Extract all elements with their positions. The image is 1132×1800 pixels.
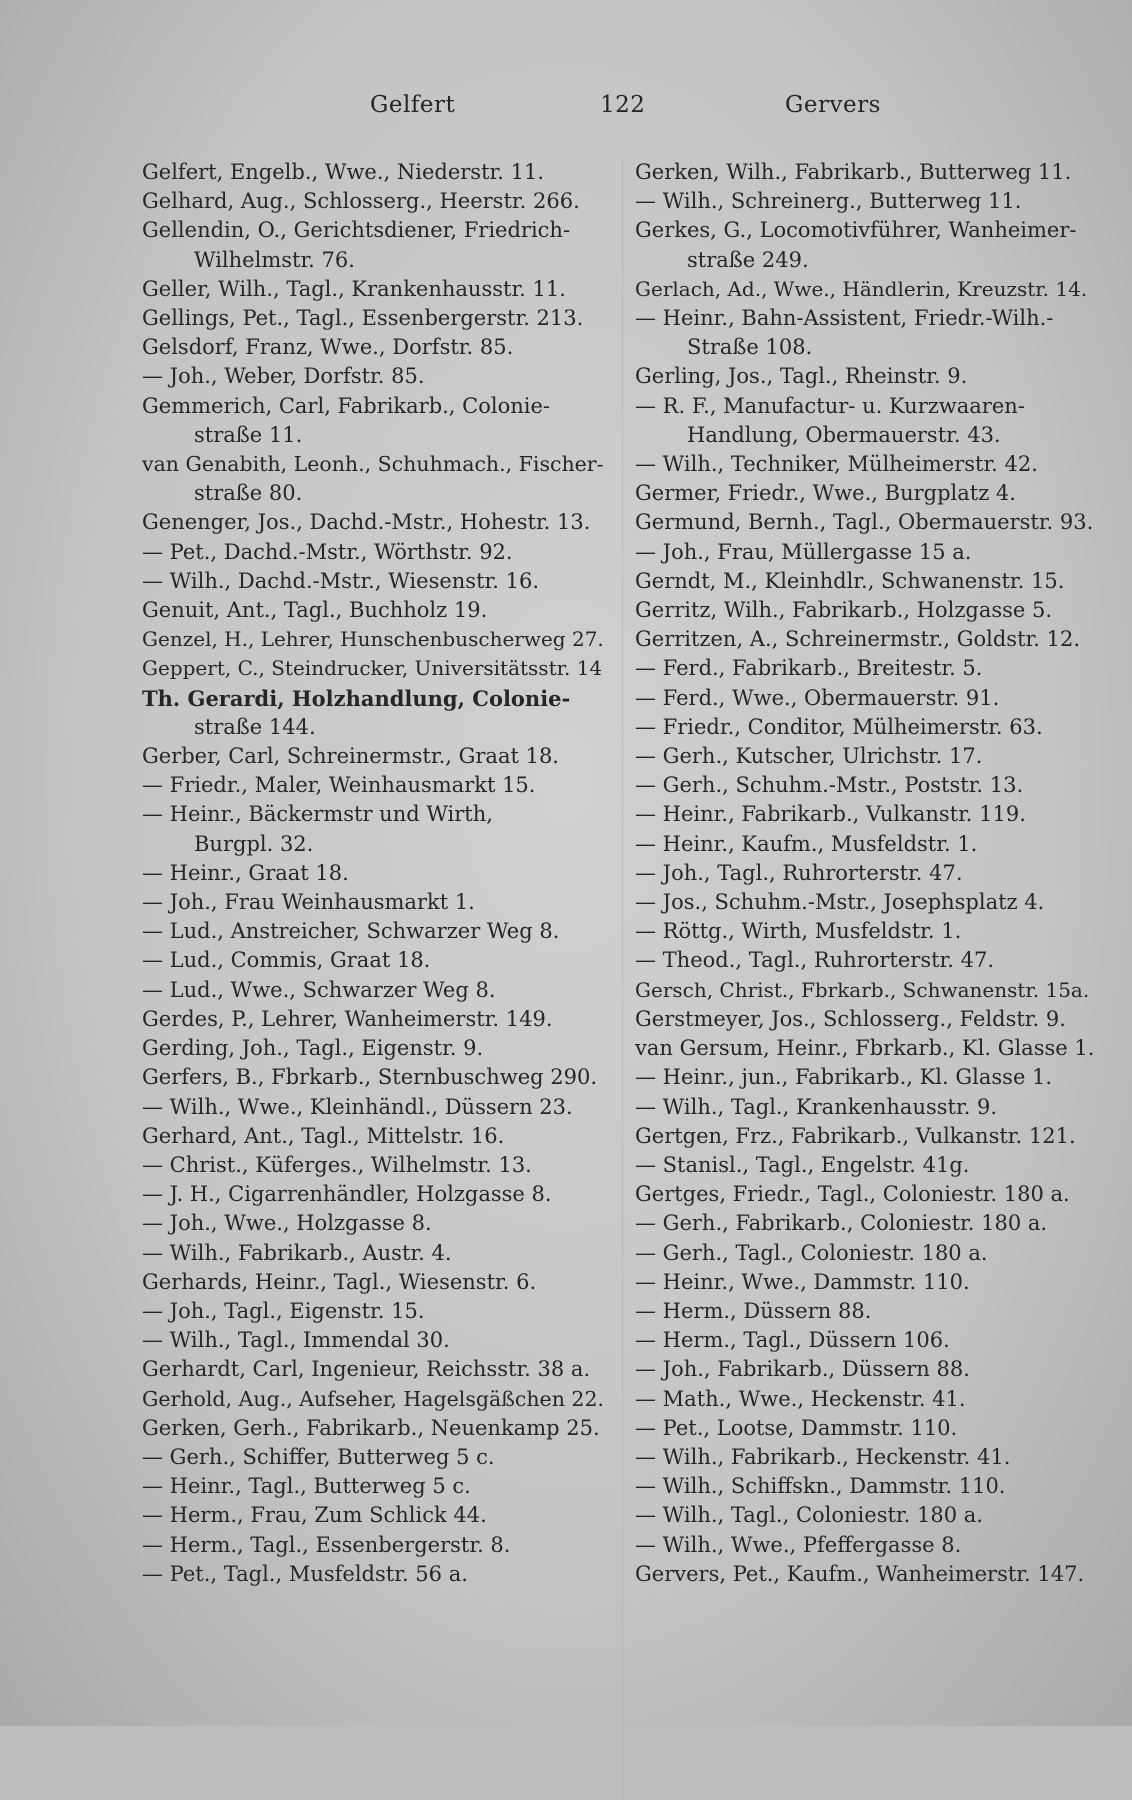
directory-entry-line: — Ferd., Fabrikarb., Breitestr. 5. <box>635 656 983 681</box>
directory-entry-line: Gerhard, Ant., Tagl., Mittelstr. 16. <box>142 1123 505 1148</box>
directory-entry-line: — Herm., Düssern 88. <box>635 1298 872 1323</box>
directory-entry-line: Gellendin, O., Gerichtsdiener, Friedrich- <box>142 218 571 243</box>
directory-entry-line: — Wilh., Techniker, Mülheimerstr. 42. <box>635 452 1038 477</box>
directory-entry-line: Gellings, Pet., Tagl., Essenbergerstr. 213. <box>142 306 584 331</box>
directory-entry-line: Genuit, Ant., Tagl., Buchholz 19. <box>142 598 488 623</box>
directory-entry-line: Gerding, Joh., Tagl., Eigenstr. 9. <box>142 1036 484 1061</box>
directory-entry-line: Gerhards, Heinr., Tagl., Wiesenstr. 6. <box>142 1269 537 1294</box>
directory-entry-line: Th. Gerardi, Holzhandlung, Colonie- <box>142 685 571 711</box>
directory-entry-line: Gerkes, G., Locomotivführer, Wanheimer- <box>635 218 1077 243</box>
directory-entry-line: — Wilh., Tagl., Immendal 30. <box>142 1328 450 1353</box>
directory-entry-line: — Heinr., Bahn-Assistent, Friedr.-Wilh.- <box>635 306 1054 331</box>
directory-entry-line: Gerndt, M., Kleinhdlr., Schwanenstr. 15. <box>635 568 1065 593</box>
directory-entry-line: — Jos., Schuhm.-Mstr., Josephsplatz 4. <box>635 890 1045 915</box>
directory-entry-line: — Friedr., Conditor, Mülheimerstr. 63. <box>635 714 1043 739</box>
directory-entry-line: Gerlach, Ad., Wwe., Händlerin, Kreuzstr. 14. <box>635 276 1088 301</box>
directory-entry-line: Burgpl. 32. <box>194 831 314 856</box>
directory-entry-line: Gerhardt, Carl, Ingenieur, Reichsstr. 38 a. <box>142 1357 591 1382</box>
directory-entry-line: Germund, Bernh., Tagl., Obermauerstr. 93. <box>635 510 1094 535</box>
directory-entry-line: Gerken, Wilh., Fabrikarb., Butterweg 11. <box>635 160 1072 184</box>
directory-entry-line: straße 11. <box>194 422 303 447</box>
directory-entry-line: Straße 108. <box>687 335 813 360</box>
directory-entry-line: Gerken, Gerh., Fabrikarb., Neuenkamp 25. <box>142 1415 600 1440</box>
directory-entry-line: — J. H., Cigarrenhändler, Holzgasse 8. <box>142 1182 552 1207</box>
directory-entry-line: Gervers, Pet., Kaufm., Wanheimerstr. 147. <box>635 1561 1085 1586</box>
directory-entry-line: — Wilh., Fabrikarb., Austr. 4. <box>142 1240 452 1265</box>
directory-entry-line: — Gerh., Fabrikarb., Coloniestr. 180 a. <box>635 1211 1048 1236</box>
directory-entry-line: — Wilh., Fabrikarb., Heckenstr. 41. <box>635 1444 1011 1469</box>
page-number: 122 <box>600 92 646 118</box>
directory-entry-line: Gerritzen, A., Schreinermstr., Goldstr. 12. <box>635 627 1080 652</box>
directory-entry-line: — Gerh., Schiffer, Butterweg 5 c. <box>142 1444 495 1469</box>
directory-entry-line: — Wilh., Wwe., Pfeffergasse 8. <box>635 1532 962 1557</box>
directory-entry-line: — Gerh., Kutscher, Ulrichstr. 17. <box>635 744 983 769</box>
directory-entry-line: — Ferd., Wwe., Obermauerstr. 91. <box>635 685 1000 710</box>
directory-entry-line: van Gersum, Heinr., Fbrkarb., Kl. Glasse 1. <box>635 1036 1095 1061</box>
directory-entry-line: — Heinr., Wwe., Dammstr. 110. <box>635 1269 970 1294</box>
directory-entry-line: — Theod., Tagl., Ruhrorterstr. 47. <box>635 948 995 973</box>
column-divider <box>622 160 623 1800</box>
directory-entry-line: straße 144. <box>194 714 316 739</box>
directory-entry-line: Genenger, Jos., Dachd.-Mstr., Hohestr. 13. <box>142 510 591 535</box>
directory-entry-line: Gerhold, Aug., Aufseher, Hagelsgäßchen 22. <box>142 1386 605 1411</box>
directory-entry-line: — Wilh., Schreinerg., Butterweg 11. <box>635 189 1022 214</box>
directory-entry-line: — Wilh., Wwe., Kleinhändl., Düssern 23. <box>142 1094 573 1119</box>
left-column <box>142 158 612 1589</box>
directory-entry-line: — Stanisl., Tagl., Engelstr. 41g. <box>635 1152 970 1177</box>
directory-entry-line: Gerritz, Wilh., Fabrikarb., Holzgasse 5. <box>635 598 1053 623</box>
header-right-keyword: Gervers <box>785 92 881 118</box>
directory-entry-line: van Genabith, Leonh., Schuhmach., Fischer- <box>142 452 604 477</box>
directory-entry-line: Gerstmeyer, Jos., Schlosserg., Feldstr. 9. <box>635 1006 1066 1031</box>
directory-entry-line: — Lud., Anstreicher, Schwarzer Weg 8. <box>142 919 560 944</box>
directory-entry-line: — R. F., Manufactur- u. Kurzwaaren- <box>635 393 1025 418</box>
directory-entry-line: Gertges, Friedr., Tagl., Coloniestr. 180 a. <box>635 1182 1070 1207</box>
directory-entry-line: — Heinr., Fabrikarb., Vulkanstr. 119. <box>635 802 1026 827</box>
directory-entry-line: — Joh., Tagl., Ruhrorterstr. 47. <box>635 860 963 885</box>
directory-entry-line: Gerling, Jos., Tagl., Rheinstr. 9. <box>635 364 968 389</box>
directory-entry-line: Wilhelmstr. 76. <box>194 247 355 272</box>
directory-entry-line: — Heinr., Kaufm., Musfeldstr. 1. <box>635 831 978 856</box>
directory-entry-line: — Christ., Küferges., Wilhelmstr. 13. <box>142 1152 532 1177</box>
directory-entry-line: Gemmerich, Carl, Fabrikarb., Colonie- <box>142 393 550 418</box>
directory-entry-line: — Heinr., Graat 18. <box>142 860 349 885</box>
directory-entry-line: Gelhard, Aug., Schlosserg., Heerstr. 266. <box>142 189 580 214</box>
directory-entry-line: — Herm., Tagl., Essenbergerstr. 8. <box>142 1532 511 1557</box>
directory-entry-line: — Wilh., Schiffskn., Dammstr. 110. <box>635 1474 1006 1499</box>
directory-entry-line: — Lud., Wwe., Schwarzer Weg 8. <box>142 977 496 1002</box>
directory-entry-line: Geppert, C., Steindrucker, Universitätsstr. 14 <box>142 656 603 681</box>
directory-entry-line: — Wilh., Tagl., Coloniestr. 180 a. <box>635 1503 983 1528</box>
directory-entry-line: — Heinr., Tagl., Butterweg 5 c. <box>142 1474 471 1499</box>
directory-entry-line: — Heinr., Bäckermstr und Wirth, <box>142 802 493 827</box>
directory-entry-line: — Röttg., Wirth, Musfeldstr. 1. <box>635 919 962 944</box>
directory-entry-line: — Wilh., Tagl., Krankenhausstr. 9. <box>635 1094 998 1119</box>
right-column <box>635 158 1095 1589</box>
directory-entry-line: Geller, Wilh., Tagl., Krankenhausstr. 11. <box>142 276 566 301</box>
directory-entry-line: — Joh., Fabrikarb., Düssern 88. <box>635 1357 970 1382</box>
directory-entry-line: — Wilh., Dachd.-Mstr., Wiesenstr. 16. <box>142 568 539 593</box>
directory-entry-line: — Pet., Tagl., Musfeldstr. 56 a. <box>142 1561 468 1586</box>
directory-entry-line: — Joh., Frau Weinhausmarkt 1. <box>142 890 475 915</box>
directory-entry-line: straße 80. <box>194 481 303 506</box>
directory-entry-line: — Herm., Tagl., Düssern 106. <box>635 1328 950 1353</box>
directory-entry-line: Gertgen, Frz., Fabrikarb., Vulkanstr. 121. <box>635 1123 1076 1148</box>
directory-entry-line: Gersch, Christ., Fbrkarb., Schwanenstr. 15a. <box>635 977 1090 1002</box>
directory-entry-line: — Math., Wwe., Heckenstr. 41. <box>635 1386 966 1411</box>
directory-entry-line: Gerber, Carl, Schreinermstr., Graat 18. <box>142 744 559 769</box>
directory-entry-line: — Lud., Commis, Graat 18. <box>142 948 431 973</box>
directory-entry-line: — Pet., Dachd.-Mstr., Wörthstr. 92. <box>142 539 513 564</box>
page-header <box>140 92 1100 126</box>
directory-entry-line: Gerdes, P., Lehrer, Wanheimerstr. 149. <box>142 1006 553 1031</box>
directory-entry-line: — Herm., Frau, Zum Schlick 44. <box>142 1503 487 1528</box>
directory-entry-line: — Joh., Wwe., Holzgasse 8. <box>142 1211 432 1236</box>
directory-entry-line: — Heinr., jun., Fabrikarb., Kl. Glasse 1. <box>635 1065 1053 1090</box>
header-left-keyword: Gelfert <box>370 92 456 118</box>
directory-entry-line: straße 249. <box>687 247 809 272</box>
directory-entry-line: — Joh., Frau, Müllergasse 15 a. <box>635 539 972 564</box>
directory-entry-line: Genzel, H., Lehrer, Hunschenbuscherweg 27. <box>142 627 604 652</box>
directory-entry-line: — Friedr., Maler, Weinhausmarkt 15. <box>142 773 536 798</box>
directory-entry-line: — Joh., Weber, Dorfstr. 85. <box>142 364 425 389</box>
directory-entry-line: — Pet., Lootse, Dammstr. 110. <box>635 1415 958 1440</box>
directory-entry-line: — Gerh., Tagl., Coloniestr. 180 a. <box>635 1240 988 1265</box>
directory-entry-line: Germer, Friedr., Wwe., Burgplatz 4. <box>635 481 1016 506</box>
directory-entry-line: Gerfers, B., Fbrkarb., Sternbuschweg 290. <box>142 1065 597 1090</box>
directory-entry-line: Gelfert, Engelb., Wwe., Niederstr. 11. <box>142 160 544 184</box>
directory-entry-line: Gelsdorf, Franz, Wwe., Dorfstr. 85. <box>142 335 514 360</box>
directory-entry-line: — Joh., Tagl., Eigenstr. 15. <box>142 1298 425 1323</box>
directory-entry-line: — Gerh., Schuhm.-Mstr., Poststr. 13. <box>635 773 1024 798</box>
directory-entry-line: Handlung, Obermauerstr. 43. <box>687 422 1001 447</box>
